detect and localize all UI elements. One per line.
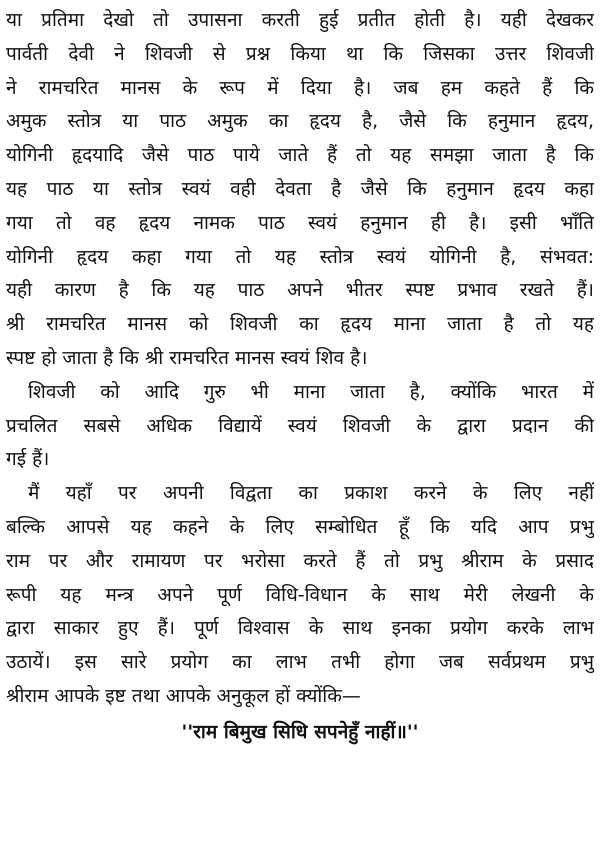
text-line: शिवजी को आदि गुरु भी माना जाता है, क्योंकि भारत में [28, 380, 594, 403]
text-line: राम पर और रामायण पर भरोसा करते हैं तो प्रभु श्रीराम के प्रसाद [6, 549, 594, 572]
text-line: द्वारा साकार हुए हैं। पूर्ण विश्वास के साथ इनका प्रयोग करके लाभ [6, 617, 594, 640]
text-line: यह पाठ या स्तोत्र स्वयं वही देवता है जैसे कि हनुमान हृदय कहा [6, 177, 594, 200]
text-line: योगिनी हृदय कहा गया तो यह स्तोत्र स्वयं योगिनी है, संभवत: [6, 245, 594, 268]
paragraph-3 [6, 477, 594, 714]
text-line: रूपी यह मन्त्र अपने पूर्ण विधि-विधान के साथ मेरी लेखनी के [6, 583, 594, 606]
text-line: स्पष्ट हो जाता है कि श्री रामचरित मानस स्वयं शिव है। [6, 346, 368, 369]
paragraph-2 [6, 376, 594, 477]
text-line: मैं यहाँ पर अपनी विद्वता का प्रकाश करने के लिए नहीं [28, 482, 594, 505]
text-line: श्री रामचरित मानस को शिवजी का हृदय माना जाता है तो यह [6, 313, 594, 336]
text-line: गई हैं। [6, 448, 50, 471]
verse-quote: ''राम बिमुख सिधि सपनेहुँ नाहीं॥'' [181, 720, 419, 743]
text-line: या प्रतिमा देखो तो उपासना करती हुई प्रतीत होती है। यही देखकर [6, 9, 594, 31]
text-line: योगिनी हृदयादि जैसे पाठ पाये जाते हैं तो यह समझा जाता है कि [6, 144, 594, 167]
text-line: अमुक स्तोत्र या पाठ अमुक का हृदय है, जैसे कि हनुमान हृदय, [6, 110, 594, 133]
text-line: बल्कि आपसे यह कहने के लिए सम्बोधित हूँ कि यदि आप प्रभु [6, 515, 594, 538]
text-line: प्रचलित सबसे अधिक विद्यायें स्वयं शिवजी के द्वारा प्रदान की [6, 414, 594, 437]
text-line: यही कारण है कि यह पाठ अपने भीतर स्पष्ट प्रभाव रखते हैं। [6, 279, 594, 302]
text-line: उठायें। इस सारे प्रयोग का लाभ तभी होगा जब सर्वप्रथम प्रभु [6, 651, 594, 674]
text-line: श्रीराम आपके इष्ट तथा आपके अनुकूल हों क्योंकि— [6, 684, 361, 707]
text-line: पार्वती देवी ने शिवजी से प्रश्न किया था कि जिसका उत्तर शिवजी [6, 42, 594, 65]
text-line: गया तो वह हृदय नामक पाठ स्वयं हनुमान ही है। इसी भाँति [6, 211, 594, 234]
paragraph-1 [6, 4, 594, 376]
text-line: ने रामचरित मानस के रूप में दिया है। जब हम कहते हैं कि [6, 76, 594, 99]
